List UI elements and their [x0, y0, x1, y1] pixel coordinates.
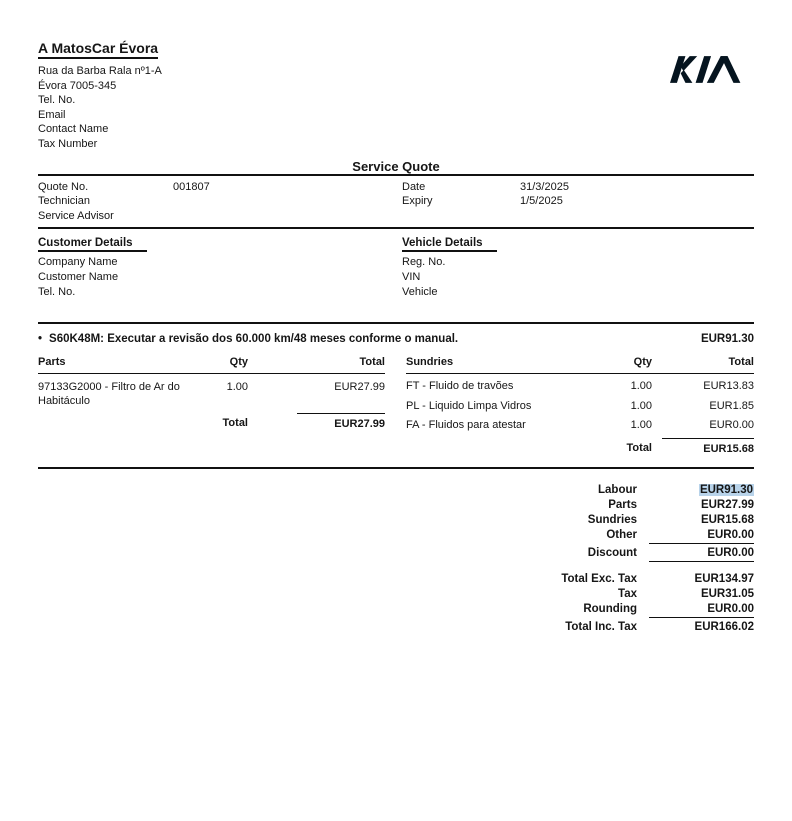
job-description — [38, 333, 458, 345]
parts-header-qty: Qty — [229, 356, 248, 369]
total-exc-tax-label: Total Exc. Tax — [561, 573, 637, 586]
document-header — [38, 40, 754, 152]
dealer-address-line: Rua da Barba Rala nº1-A — [38, 65, 162, 77]
rounding-value: EUR0.00 — [649, 603, 754, 618]
summary-row-total-exc-tax — [522, 572, 754, 587]
sundry-description: FT - Fluido de travões — [406, 380, 514, 393]
total-inc-tax-label: Total Inc. Tax — [565, 621, 637, 634]
vehicle-label: Vehicle — [402, 286, 438, 299]
sundry-total: EUR13.83 — [703, 380, 754, 393]
technician-value — [173, 194, 402, 209]
divider — [38, 227, 754, 229]
dealer-address-line: Évora 7005-345 — [38, 79, 117, 92]
line-item-tables — [38, 356, 754, 455]
sundries-header-name: Sundries — [406, 356, 454, 369]
labour-value-selected[interactable]: EUR91.30 — [699, 484, 753, 497]
parts-table-row — [38, 374, 385, 408]
summary-row-discount — [522, 546, 754, 564]
sundry-total: EUR1.85 — [709, 399, 754, 412]
sundries-total-value: EUR15.68 — [662, 438, 754, 455]
vehicle-details — [402, 233, 754, 300]
sundries-header-qty: Qty — [633, 356, 652, 369]
parts-label: Parts — [608, 499, 637, 512]
bullet-icon: • — [38, 333, 43, 346]
total-exc-tax-value: EUR134.97 — [694, 573, 754, 586]
customer-details — [38, 233, 402, 300]
tax-label: Tax — [618, 588, 637, 601]
service-advisor-value — [173, 209, 402, 224]
rounding-label: Rounding — [583, 603, 637, 616]
labour-label: Labour — [598, 484, 637, 497]
summary-row-other — [522, 528, 754, 546]
other-label: Other — [606, 529, 637, 542]
quote-no-value: 001807 — [173, 180, 210, 193]
parts-total-label: Total — [222, 417, 248, 430]
details-section — [38, 233, 754, 322]
divider — [38, 467, 754, 469]
dealer-info-block — [38, 40, 162, 152]
sundry-total: EUR0.00 — [709, 419, 754, 432]
job-amount: EUR91.30 — [700, 333, 754, 346]
summary-row-parts — [522, 498, 754, 513]
service-advisor-label: Service Advisor — [38, 210, 114, 223]
customer-name-label: Customer Name — [38, 271, 119, 284]
vin-label: VIN — [402, 271, 421, 284]
parts-total-row — [38, 413, 385, 430]
part-qty: 1.00 — [226, 381, 248, 394]
reg-no-label: Reg. No. — [402, 256, 446, 269]
technician-label: Technician — [38, 195, 90, 208]
page-title: Service Quote — [352, 158, 440, 174]
date-value: 31/3/2025 — [520, 180, 569, 193]
parts-table — [38, 356, 385, 455]
sundries-total-row — [406, 438, 754, 455]
customer-details-title: Customer Details — [38, 237, 147, 252]
part-description: 97133G2000 - Filtro de Ar do Habitáculo — [38, 381, 180, 407]
summary-row-sundries — [522, 513, 754, 528]
summary-row-total-inc-tax — [522, 620, 754, 635]
total-inc-tax-value: EUR166.02 — [694, 621, 754, 634]
sundries-header-total: Total — [728, 356, 754, 369]
dealer-taxnumber-label: Tax Number — [38, 137, 98, 150]
company-name-label: Company Name — [38, 256, 118, 269]
part-total: EUR27.99 — [334, 381, 385, 394]
sundries-table-row — [406, 394, 754, 414]
customer-tel-label: Tel. No. — [38, 286, 76, 299]
parts-header-total: Total — [359, 356, 385, 369]
other-value: EUR0.00 — [649, 529, 754, 544]
kia-logo — [670, 56, 742, 83]
expiry-label: Expiry — [402, 195, 433, 208]
sundry-qty: 1.00 — [630, 419, 652, 432]
parts-header-name: Parts — [38, 356, 66, 369]
job-description-text: S60K48M: Executar a revisão dos 60.000 km/48 meses conforme o manual. — [49, 333, 459, 346]
sundries-table-header — [406, 356, 754, 374]
parts-total-value: EUR27.99 — [297, 413, 385, 430]
sundry-qty: 1.00 — [630, 380, 652, 393]
divider — [38, 322, 754, 324]
dealer-phone-label: Tel. No. — [38, 94, 76, 107]
parts-value: EUR27.99 — [700, 499, 754, 512]
dealer-contact-label: Contact Name — [38, 123, 109, 136]
summary-row-labour — [522, 483, 754, 498]
expiry-value: 1/5/2025 — [520, 195, 563, 208]
sundry-description: PL - Liquido Limpa Vidros — [406, 399, 532, 412]
quote-no-label: Quote No. — [38, 180, 89, 193]
discount-label: Discount — [587, 547, 637, 560]
sundries-table — [406, 356, 754, 455]
sundry-description: FA - Fluidos para atestar — [406, 419, 526, 432]
date-label: Date — [402, 180, 426, 193]
job-line — [38, 333, 754, 345]
tax-value: EUR31.05 — [700, 588, 754, 601]
summary-row-rounding — [522, 602, 754, 620]
totals-summary — [522, 483, 754, 635]
quote-info-grid — [38, 176, 754, 228]
sundries-table-row — [406, 413, 754, 433]
sundries-value: EUR15.68 — [700, 514, 754, 527]
dealer-name: A MatosCar Évora — [38, 40, 158, 59]
dealer-email-label: Email — [38, 108, 66, 121]
sundries-table-row — [406, 374, 754, 394]
sundries-label: Sundries — [587, 514, 637, 527]
sundries-total-label: Total — [626, 441, 652, 454]
summary-row-tax — [522, 587, 754, 602]
discount-value: EUR0.00 — [649, 547, 754, 562]
parts-table-header — [38, 356, 385, 374]
vehicle-details-title: Vehicle Details — [402, 237, 497, 252]
sundry-qty: 1.00 — [630, 399, 652, 412]
